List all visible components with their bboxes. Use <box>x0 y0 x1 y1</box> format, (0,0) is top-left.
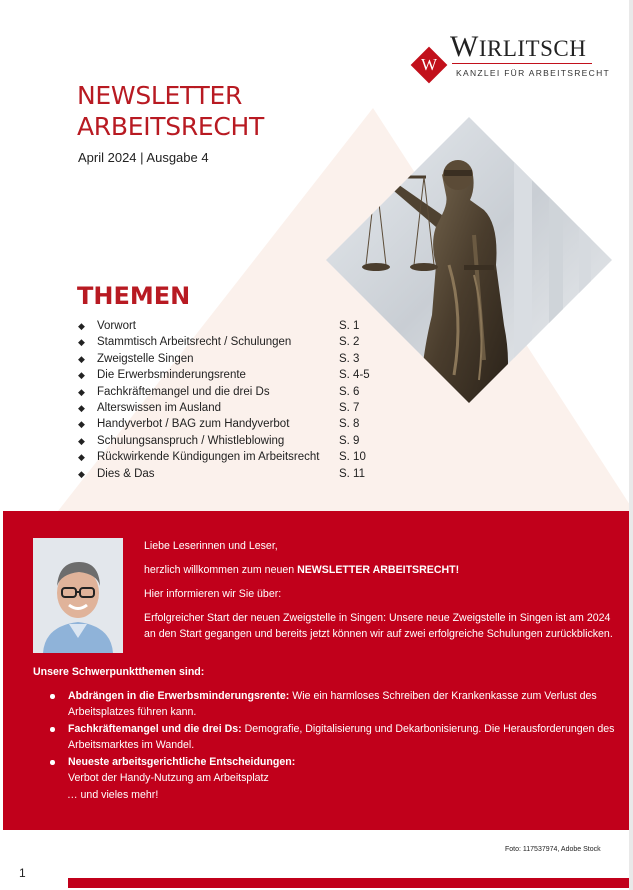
focus-item-body: Verbot der Handy-Nutzung am Arbeitsplatz <box>68 772 269 784</box>
logo-wordmark <box>450 30 586 64</box>
topic-item <box>78 466 378 482</box>
issue-info: April 2024 | Ausgabe 4 <box>78 150 209 165</box>
topic-page: S. 9 <box>339 434 360 447</box>
title-line-2: ARBEITSRECHT <box>77 112 265 141</box>
bullet-dot-icon <box>50 760 55 765</box>
logo-rule <box>452 63 592 64</box>
diamond-bullet-icon: ◆ <box>78 370 85 381</box>
topic-page: S. 7 <box>339 401 360 414</box>
logo-initial: W <box>450 30 479 63</box>
newsletter-title <box>77 80 264 142</box>
diamond-bullet-icon: ◆ <box>78 468 85 479</box>
title-line-1: NEWSLETTER <box>77 81 243 110</box>
topic-item <box>78 367 378 383</box>
company-logo <box>410 30 610 90</box>
focus-heading: Unsere Schwerpunktthemen sind: <box>33 666 205 678</box>
topic-page: S. 1 <box>339 320 360 332</box>
topic-label: Dies & Das <box>97 467 155 480</box>
topic-page: S. 8 <box>339 418 360 431</box>
topic-label: Fachkräftemangel und die drei Ds <box>97 385 270 398</box>
topic-label: Alterswissen im Ausland <box>97 401 221 414</box>
focus-item-body: Wie ein harmloses Schreiben der Krankenkasse zum Verlust des Arbeitsplatzes führen kann. <box>68 690 597 718</box>
logo-subtitle: KANZLEI FÜR ARBEITSRECHT <box>456 68 610 78</box>
focus-item-lead: Abdrängen in die Erwerbsminderungsrente: <box>68 690 290 702</box>
topic-item <box>78 400 378 416</box>
topic-label: Stammtisch Arbeitsrecht / Schulungen <box>97 336 292 349</box>
intro-welcome <box>144 562 459 578</box>
topic-item <box>78 416 378 432</box>
diamond-bullet-icon: ◆ <box>78 353 85 364</box>
focus-item-lead: Neueste arbeitsgerichtliche Entscheidungen: <box>68 756 296 768</box>
topic-item <box>78 433 378 449</box>
welcome-emphasis: NEWSLETTER ARBEITSRECHT! <box>297 564 460 576</box>
page-number: 1 <box>19 866 26 880</box>
welcome-text: herzlich willkommen zum neuen <box>144 564 298 576</box>
intro-paragraph <box>144 610 624 642</box>
diamond-bullet-icon: ◆ <box>78 435 85 446</box>
topic-label: Die Erwerbsminderungsrente <box>97 369 246 382</box>
page-edge <box>629 0 633 890</box>
topics-list <box>78 318 378 482</box>
topic-label: Schulungsanspruch / Whistleblowing <box>97 434 285 447</box>
bullet-dot-icon <box>50 727 55 732</box>
topic-page: S. 4-5 <box>339 369 370 382</box>
topic-page: S. 3 <box>339 352 360 365</box>
topic-label: Handyverbot / BAG zum Handyverbot <box>97 418 290 431</box>
diamond-bullet-icon: ◆ <box>78 337 85 348</box>
logo-mark-letter: W <box>420 55 438 74</box>
topic-label: Rückwirkende Kündigungen im Arbeitsrecht <box>97 451 320 464</box>
paragraph-body: Unsere neue Zweigstelle in Singen ist am 2024 an den Start gegangen und bereits jetzt können wir auf zwei erfolgreiche Schulungen zurückblicken. <box>144 612 613 640</box>
topic-page: S. 2 <box>339 336 360 349</box>
diamond-bullet-icon: ◆ <box>78 321 85 331</box>
bullet-dot-icon <box>50 694 55 699</box>
footer-bar <box>68 878 633 888</box>
topic-label: Zweigstelle Singen <box>97 352 194 365</box>
focus-list <box>50 688 620 787</box>
diamond-bullet-icon: ◆ <box>78 419 85 430</box>
logo-name-rest: IRLITSCH <box>478 36 587 61</box>
focus-item <box>50 721 620 753</box>
topic-item <box>78 384 378 400</box>
intro-inform: Hier informieren wir Sie über: <box>144 588 282 600</box>
diamond-bullet-icon: ◆ <box>78 452 85 463</box>
intro-closing: … und vieles mehr! <box>67 789 159 801</box>
diamond-bullet-icon: ◆ <box>78 386 85 397</box>
focus-item-body: Demografie, Digitalisierung und Dekarbonisierung. Die Herausforderungen des Arbeitsmarktes im Wandel. <box>68 723 615 751</box>
focus-item <box>50 688 620 720</box>
topic-page: S. 6 <box>339 385 360 398</box>
topic-page: S. 11 <box>339 467 365 480</box>
photo-credit: Foto: 117537974, Adobe Stock <box>505 846 601 853</box>
topic-item <box>78 334 378 350</box>
focus-item <box>50 754 620 786</box>
paragraph-lead: Erfolgreicher Start der neuen Zweigstelle in Singen: <box>144 612 387 624</box>
author-portrait <box>33 538 123 653</box>
intro-greeting: Liebe Leserinnen und Leser, <box>144 540 278 552</box>
focus-item-lead: Fachkräftemangel und die drei Ds: <box>68 723 242 735</box>
topic-item <box>78 351 378 367</box>
topics-heading: THEMEN <box>77 282 191 310</box>
topic-item <box>78 449 378 465</box>
topic-label: Vorwort <box>97 320 136 332</box>
topic-page: S. 10 <box>339 451 366 464</box>
topic-item <box>78 318 378 334</box>
diamond-bullet-icon: ◆ <box>78 402 85 413</box>
